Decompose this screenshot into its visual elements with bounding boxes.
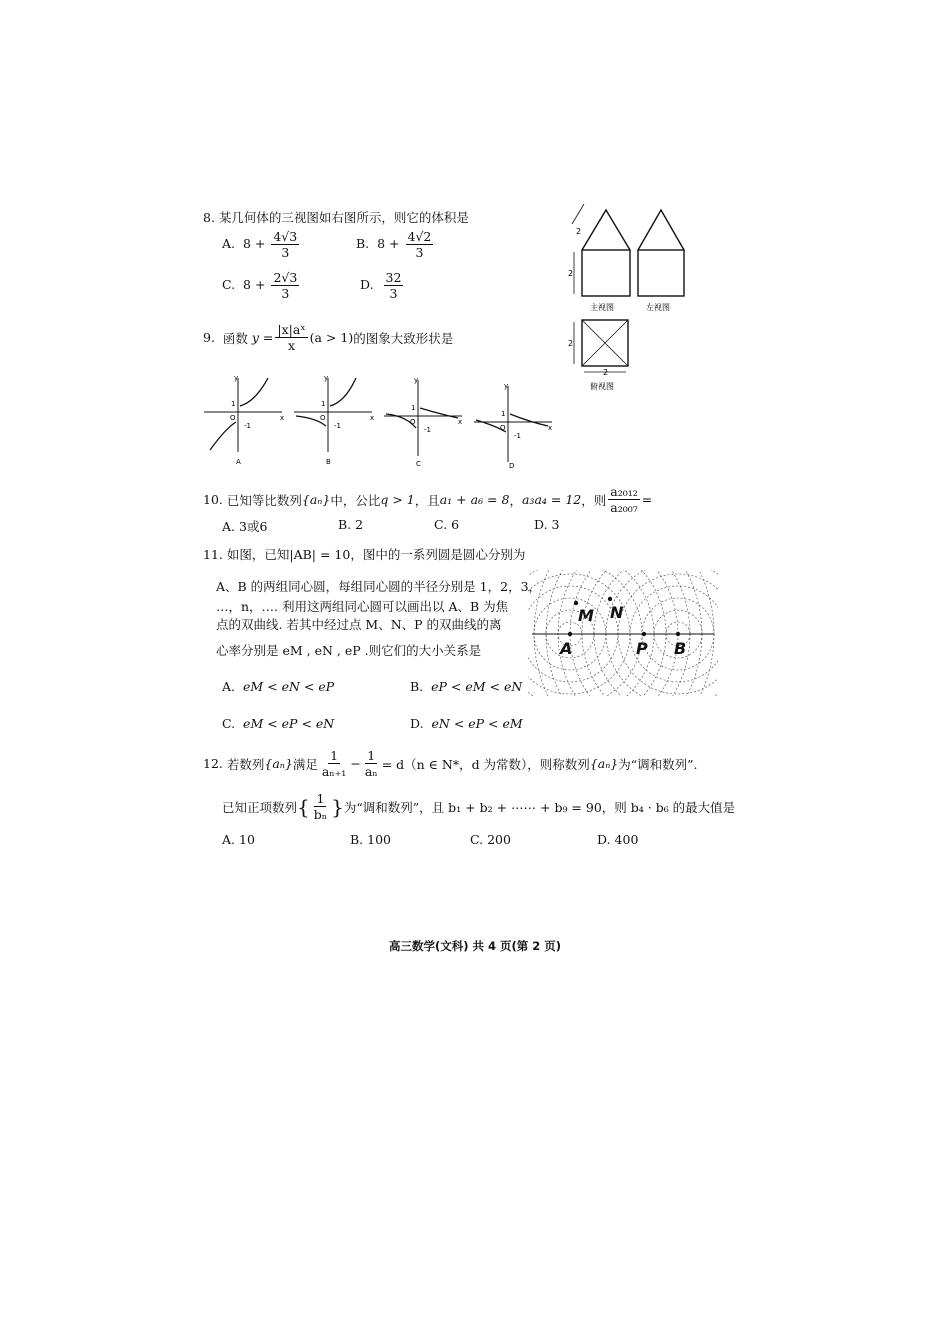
label-m: M — [578, 606, 594, 625]
graph-c-neg: -1 — [424, 426, 431, 434]
q11-line3: …，n，…. 利用这两组同心圆可以画出以 A、B 为焦 — [216, 599, 509, 614]
point-m — [574, 601, 578, 605]
graph-d-neg: -1 — [514, 432, 521, 440]
graph-b-one: 1 — [321, 400, 326, 408]
top-view-label: 俯视图 — [590, 382, 614, 391]
q9-stem: 9. 函数 y = $\frac{\text{|x|aˣ}}{x}$ (a > 1) 的图象大致形状是 — [203, 322, 454, 353]
q10-option-b: B. 2 — [338, 517, 364, 532]
point-a — [568, 632, 572, 636]
q10-option-c: C. 6 — [434, 517, 460, 532]
q8-option-b: B. 8 + $\frac{4√2}{3}$ — [356, 229, 432, 260]
graph-b-neg: -1 — [334, 422, 341, 430]
q10-stem: 10. 已知等比数列 {aₙ} 中，公比 q > 1 ，且 a₁ + a₆ = 8 ， a₃a₄ = 12 ，则 $\frac{\text{a₂₀₁₂}}{\text{a₂₀₀₇}}$ = — [203, 484, 653, 515]
label-p: P — [636, 639, 648, 658]
q12-option-c: C. 200 — [470, 832, 511, 847]
graph-b-y: y — [324, 374, 329, 382]
label-a: A — [560, 639, 573, 658]
side-view — [638, 210, 684, 296]
graph-c — [384, 380, 462, 456]
graph-a-label: A — [236, 458, 241, 466]
point-p — [642, 632, 646, 636]
graph-a-o: O — [230, 414, 236, 422]
q11-line2: A、B 的两组同心圆，每组同心圆的半径分别是 1，2，3， — [216, 579, 542, 594]
q11-line4: 点的双曲线. 若其中经过点 M、N、P 的双曲线的离 — [216, 617, 502, 632]
label-n: N — [610, 603, 624, 622]
graph-b-label: B — [326, 458, 331, 466]
q11-line5: 心率分别是 eM , eN , eP .则它们的大小关系是 — [216, 643, 482, 658]
graph-a-y: y — [234, 374, 239, 382]
q11-option-c: C. eM < eP < eN — [222, 716, 335, 731]
graph-b-o: O — [320, 414, 326, 422]
front-view — [582, 210, 630, 296]
dim-top-width: 2 — [603, 368, 609, 377]
graph-d-label: D — [509, 462, 515, 470]
graph-c-y: y — [414, 376, 419, 384]
q8-option-d: D. $\frac{32}{3}$ — [360, 270, 402, 301]
graph-c-x: x — [458, 418, 463, 426]
point-b — [676, 632, 680, 636]
three-view-figure — [560, 200, 700, 400]
graph-d-o: O — [500, 424, 506, 432]
q11-line1: 11. 如图，已知|AB| = 10，图中的一系列圆是圆心分别为 — [203, 547, 526, 562]
graph-d — [474, 386, 552, 462]
front-view-label: 主视图 — [590, 303, 614, 312]
graph-b-x: x — [370, 414, 375, 422]
q12-option-a: A. 10 — [222, 832, 255, 847]
page-footer: 高三数学(文科) 共 4 页(第 2 页) — [388, 939, 562, 953]
concentric-circles-figure — [528, 570, 718, 696]
graph-a-x: x — [280, 414, 285, 422]
label-b: B — [674, 639, 687, 658]
graph-d-one: 1 — [501, 410, 506, 418]
point-n — [608, 597, 612, 601]
q8-stem: 8. 某几何体的三视图如右图所示，则它的体积是 — [203, 210, 469, 225]
graph-c-o: O — [410, 418, 416, 426]
dim-slant: 2 — [576, 227, 582, 236]
graph-a — [204, 378, 285, 452]
dim-top-height: 2 — [568, 339, 574, 348]
top-view — [582, 320, 628, 366]
dim-front-height: 2 — [568, 269, 574, 278]
graph-c-one: 1 — [411, 404, 416, 412]
q11-option-b: B. eP < eM < eN — [410, 679, 523, 694]
q12-line1: 12. 若数列 {aₙ} 满足 $\frac{1}{\text{aₙ₊₁}}$ − $\frac{1}{\text{aₙ}}$ = d（n ∈ N*，d 为常数），则称数列 {aₙ} 为“调和数列”. — [203, 748, 698, 779]
graph-b — [294, 378, 375, 452]
graph-a-one: 1 — [231, 400, 236, 408]
graph-d-y: y — [504, 382, 509, 390]
graph-a-neg: -1 — [244, 422, 251, 430]
side-view-label: 左视图 — [646, 303, 670, 312]
q10-option-a: A. 3或6 — [222, 519, 268, 534]
graph-d-x: x — [548, 424, 553, 432]
q11-option-d: D. eN < eP < eM — [410, 716, 523, 731]
graph-c-label: C — [416, 460, 421, 468]
q12-option-d: D. 400 — [597, 832, 639, 847]
q8-option-a: A. 8 + $\frac{4√3}{3}$ — [222, 229, 298, 260]
q8-option-c: C. 8 + $\frac{2√3}{3}$ — [222, 270, 298, 301]
q12-option-b: B. 100 — [350, 832, 392, 847]
q10-option-d: D. 3 — [534, 517, 560, 532]
q11-option-a: A. eM < eN < eP — [222, 679, 335, 694]
q9-graphs — [200, 372, 560, 472]
q12-line2: 已知正项数列 { $\frac{1}{\text{bₙ}}$ } 为“调和数列”，且 b₁ + b₂ + ⋯⋯ + b₉ = 90，则 b₄ · b₆ 的最大值是 — [222, 791, 736, 822]
